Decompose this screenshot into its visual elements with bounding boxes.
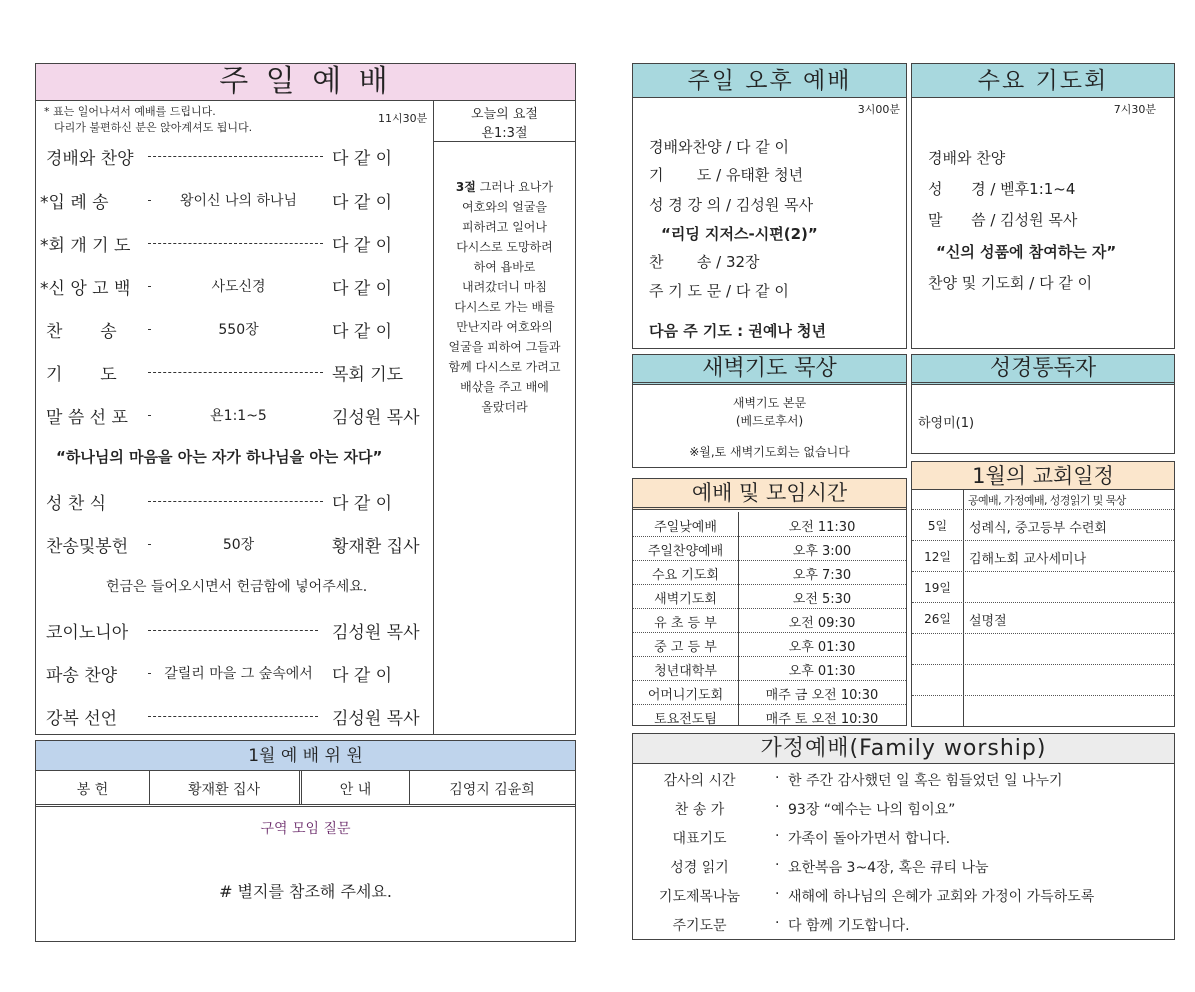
afternoon-line: 찬 송 / 32장 xyxy=(649,253,760,271)
meeting-time: 매주 토 오전 10:30 xyxy=(765,712,879,727)
verse-line-text: 다시스로 도망하려 xyxy=(456,240,553,254)
family-item-key: 기도제목나눔 xyxy=(658,889,741,905)
calendar-row-divider xyxy=(912,602,1174,603)
verse-line-text: 올랐더라 xyxy=(481,400,528,414)
meetings-row-divider xyxy=(633,680,906,681)
reader-title: 성경통독자 xyxy=(989,356,1097,381)
meetings-row-divider xyxy=(633,608,906,609)
verse-line xyxy=(434,277,575,297)
verse-column xyxy=(433,101,575,734)
service-item-label: *입 례 송 xyxy=(40,193,109,213)
calendar-event: 김해노회 교사세미나 xyxy=(969,552,1087,567)
service-item-leader-name: 다 같 이 xyxy=(332,149,393,169)
calendar-panel xyxy=(911,461,1175,727)
calendar-row-divider xyxy=(912,664,1174,665)
afternoon-panel xyxy=(632,63,907,349)
family-item-key: 찬 송 가 xyxy=(674,802,725,818)
family-item-key: 주기도문 xyxy=(672,918,727,934)
wednesday-line: 말 씀 / 김성원 목사 xyxy=(928,211,1078,229)
group-question: 구역 모임 질문 xyxy=(260,821,351,837)
verse-line xyxy=(434,237,575,257)
insert-note: # 별지를 참조해 주세요. xyxy=(219,882,392,901)
afternoon-line: 기 도 / 유태환 청년 xyxy=(649,166,804,184)
committee-row xyxy=(36,771,575,807)
committee-panel xyxy=(35,740,576,942)
verse-line xyxy=(434,177,575,197)
calendar-col-divider xyxy=(963,490,964,726)
meetings-row-divider xyxy=(633,536,906,537)
meetings-title: 예배 및 모임시간 xyxy=(691,481,848,505)
verse-text xyxy=(434,177,575,417)
calendar-event: 성례식, 중고등부 수련회 xyxy=(969,521,1107,536)
offering-note: 헌금은 들어오시면서 헌금함에 넣어주세요. xyxy=(106,579,368,595)
family-panel xyxy=(632,733,1175,940)
meetings-row-divider xyxy=(633,656,906,657)
meeting-name: 토요전도팀 xyxy=(654,712,717,727)
meeting-name: 어머니기도회 xyxy=(647,688,724,703)
verse-number: 3절 xyxy=(455,180,476,194)
afternoon-header xyxy=(633,64,906,98)
calendar-date: 12일 xyxy=(924,550,951,564)
service-item-label: 파송 찬양 xyxy=(46,666,118,686)
meeting-time: 오전 09:30 xyxy=(788,616,856,631)
dawn-text-2: (베드로후서) xyxy=(735,414,804,428)
service-item-label: 코이노니아 xyxy=(46,623,129,643)
dawn-text-1: 새벽기도 본문 xyxy=(732,396,807,410)
family-item-value: 93장 “예수는 나의 힘이요” xyxy=(788,802,956,818)
calendar-row-divider xyxy=(912,633,1174,634)
afternoon-title: 주일 오후 예배 xyxy=(687,68,852,94)
family-item-value: 한 주간 감사했던 일 혹은 힘들었던 일 나누기 xyxy=(788,773,1063,789)
meeting-name: 중 고 등 부 xyxy=(654,640,717,655)
service-item-leader-name: 다 같 이 xyxy=(332,236,393,256)
meeting-name: 수요 기도회 xyxy=(652,568,719,583)
family-item-bullet: · xyxy=(775,886,780,902)
verse-line xyxy=(434,257,575,277)
meeting-name: 청년대학부 xyxy=(654,664,717,679)
wednesday-title: 수요 기도회 xyxy=(977,68,1109,94)
calendar-row-divider xyxy=(912,540,1174,541)
meeting-time: 오후 7:30 xyxy=(792,568,852,583)
service-item-detail: 욘1:1~5 xyxy=(151,405,326,425)
verse-ref: 욘1:3절 xyxy=(481,126,528,141)
service-item-leader-name: 다 같 이 xyxy=(332,193,393,213)
family-item-bullet: · xyxy=(775,915,780,931)
meetings-row-divider xyxy=(633,632,906,633)
meeting-time: 오전 5:30 xyxy=(792,592,852,607)
committee-title: 1월 예 배 위 원 xyxy=(248,746,363,766)
offering-value: 황재환 집사 xyxy=(187,782,261,798)
service-item-leader-name: 목회 기도 xyxy=(332,365,404,385)
verse-line xyxy=(434,397,575,417)
wednesday-line: 경배와 찬양 xyxy=(928,149,1006,167)
calendar-event: 설명절 xyxy=(969,614,1007,629)
family-item-value: 새해에 하나님의 은혜가 교회와 가정이 가득하도록 xyxy=(788,889,1095,905)
dawn-title: 새벽기도 묵상 xyxy=(702,356,837,381)
meeting-time: 오후 01:30 xyxy=(788,640,856,655)
service-item-leader xyxy=(148,243,323,244)
service-item-leader-name: 다 같 이 xyxy=(332,322,393,342)
calendar-title: 1월의 교회일정 xyxy=(972,464,1114,488)
verse-line xyxy=(434,357,575,377)
afternoon-time: 3시00분 xyxy=(857,103,900,116)
meeting-name: 유 초 등 부 xyxy=(654,616,717,631)
dawn-header xyxy=(633,355,906,385)
family-header xyxy=(633,734,1174,764)
reader-name: 하영미(1) xyxy=(918,416,975,431)
family-item-bullet: · xyxy=(775,770,780,786)
committee-header xyxy=(36,741,575,771)
sunday-time: 11시30분 xyxy=(378,112,428,125)
service-item-leader-name: 다 같 이 xyxy=(332,494,393,514)
service-item-leader xyxy=(148,156,323,157)
meeting-name: 주일찬양예배 xyxy=(647,544,724,559)
verse-line xyxy=(434,317,575,337)
service-item-label: 강복 선언 xyxy=(46,709,118,729)
wednesday-line: 성 경 / 벧후1:1~4 xyxy=(928,180,1076,198)
calendar-date: 26일 xyxy=(924,612,951,626)
meeting-time: 오전 11:30 xyxy=(788,520,856,535)
meetings-row-divider xyxy=(633,584,906,585)
verse-line-text: 내려갔더니 마침 xyxy=(462,280,547,294)
offering-key: 봉 헌 xyxy=(76,782,109,798)
dawn-panel xyxy=(632,354,907,468)
sunday-worship-panel xyxy=(35,63,576,735)
wednesday-panel xyxy=(911,63,1175,349)
verse-line-text: 피하려고 일어나 xyxy=(462,220,547,234)
meetings-row-divider xyxy=(633,560,906,561)
sermon-title: “하나님의 마음을 아는 자가 하나님을 아는 자다” xyxy=(56,448,383,466)
verse-line-text: 하여 욥바로 xyxy=(473,260,536,274)
family-item-bullet: · xyxy=(775,857,780,873)
family-item-value: 요한복음 3~4장, 혹은 큐티 나눔 xyxy=(788,860,989,876)
afternoon-line: “리딩 지저스-시편(2)” xyxy=(661,225,818,243)
meeting-time: 오후 3:00 xyxy=(792,544,852,559)
sunday-title: 주 일 예 배 xyxy=(219,64,392,99)
meeting-time: 오후 01:30 xyxy=(788,664,856,679)
afternoon-line: 경배와찬양 / 다 같 이 xyxy=(649,138,790,156)
family-item-value: 다 함께 기도합니다. xyxy=(788,918,910,934)
reader-header xyxy=(912,355,1174,385)
calendar-row-divider xyxy=(912,695,1174,696)
calendar-header xyxy=(912,462,1174,490)
dawn-note: ※월,토 새벽기도회는 없습니다 xyxy=(689,445,850,459)
service-item-detail: 550장 xyxy=(151,319,326,339)
service-item-label: *신 앙 고 백 xyxy=(40,279,131,299)
calendar-row-divider xyxy=(912,571,1174,572)
service-item-leader-name: 다 같 이 xyxy=(332,279,393,299)
bible-reader-panel xyxy=(911,354,1175,454)
service-item-label: 기 도 xyxy=(46,365,117,385)
wednesday-time: 7시30분 xyxy=(1113,103,1156,116)
wednesday-line: 찬양 및 기도회 / 다 같 이 xyxy=(928,274,1093,292)
calendar-date: 19일 xyxy=(924,581,951,595)
verse-line xyxy=(434,197,575,217)
service-item-leader-name: 황재환 집사 xyxy=(332,537,420,557)
service-item-leader-name: 김성원 목사 xyxy=(332,408,420,428)
verse-title: 오늘의 요절 xyxy=(471,107,538,122)
meetings-header xyxy=(633,479,906,510)
sunday-header xyxy=(36,64,575,101)
family-item-bullet: · xyxy=(775,828,780,844)
calendar-date: 5일 xyxy=(927,519,948,533)
verse-line xyxy=(434,217,575,237)
family-title: 가정예배(Family worship) xyxy=(760,736,1047,761)
family-item-key: 감사의 시간 xyxy=(663,773,736,789)
verse-divider xyxy=(434,141,575,142)
family-item-value: 가족이 돌아가면서 합니다. xyxy=(788,831,951,847)
verse-line xyxy=(434,377,575,397)
meeting-name: 새벽기도회 xyxy=(654,592,717,607)
verse-line-text: 여호와의 얼굴을 xyxy=(462,200,547,214)
meetings-panel xyxy=(632,478,907,726)
verse-line-text: 얼굴을 피하여 그들과 xyxy=(448,340,561,354)
family-item-bullet: · xyxy=(775,799,780,815)
service-item-detail: 사도신경 xyxy=(151,276,326,296)
service-item-detail: 왕이신 나의 하나님 xyxy=(151,190,326,210)
sitting-note: 다리가 불편하신 분은 앉아계셔도 됩니다. xyxy=(54,121,253,134)
service-item-leader-name: 다 같 이 xyxy=(332,666,393,686)
wednesday-line: “신의 성품에 참여하는 자” xyxy=(936,243,1117,261)
service-item-label: 말 씀 선 포 xyxy=(46,408,128,428)
meetings-row-divider xyxy=(633,704,906,705)
meeting-time: 매주 금 오전 10:30 xyxy=(765,688,879,703)
calendar-row-divider xyxy=(912,509,1174,510)
service-item-leader xyxy=(148,501,323,502)
verse-line-text: 다시스로 가는 배를 xyxy=(454,300,555,314)
calendar-subheader: 공예배, 가정예배, 성경읽기 및 묵상 xyxy=(968,494,1126,507)
family-item-key: 성경 읽기 xyxy=(670,860,729,876)
service-item-leader xyxy=(148,630,318,631)
verse-line xyxy=(434,337,575,357)
service-item-leader xyxy=(148,716,318,717)
wednesday-header xyxy=(912,64,1174,98)
service-item-label: 찬 송 xyxy=(46,322,117,342)
usher-value: 김영지 김윤희 xyxy=(449,782,535,798)
family-item-key: 대표기도 xyxy=(672,831,727,847)
service-item-label: *회 개 기 도 xyxy=(40,236,131,256)
verse-line-text: 함께 다시스로 가려고 xyxy=(448,360,561,374)
service-item-label: 성 찬 식 xyxy=(46,494,107,514)
afternoon-line: 주 기 도 문 / 다 같 이 xyxy=(649,282,789,300)
service-item-leader-name: 김성원 목사 xyxy=(332,623,420,643)
service-item-label: 경배와 찬양 xyxy=(46,149,134,169)
verse-line xyxy=(434,297,575,317)
usher-key: 안 내 xyxy=(339,782,372,798)
service-item-detail: 50장 xyxy=(151,534,326,554)
verse-line-text: 만난지라 여호와의 xyxy=(456,320,553,334)
service-item-detail: 갈릴리 마을 그 숲속에서 xyxy=(151,663,326,683)
verse-line-text: 그러나 요나가 xyxy=(479,180,554,194)
verse-line-text: 배삯을 주고 배에 xyxy=(460,380,549,394)
afternoon-line: 다음 주 기도 : 권예나 청년 xyxy=(649,322,827,340)
standing-note: * 표는 일어나셔서 예배를 드립니다. xyxy=(44,105,216,118)
service-item-label: 찬송및봉헌 xyxy=(46,537,129,557)
meeting-name: 주일낮예배 xyxy=(654,520,717,535)
service-item-leader xyxy=(148,372,323,373)
service-item-leader-name: 김성원 목사 xyxy=(332,709,420,729)
afternoon-line: 성 경 강 의 / 김성원 목사 xyxy=(649,196,814,214)
